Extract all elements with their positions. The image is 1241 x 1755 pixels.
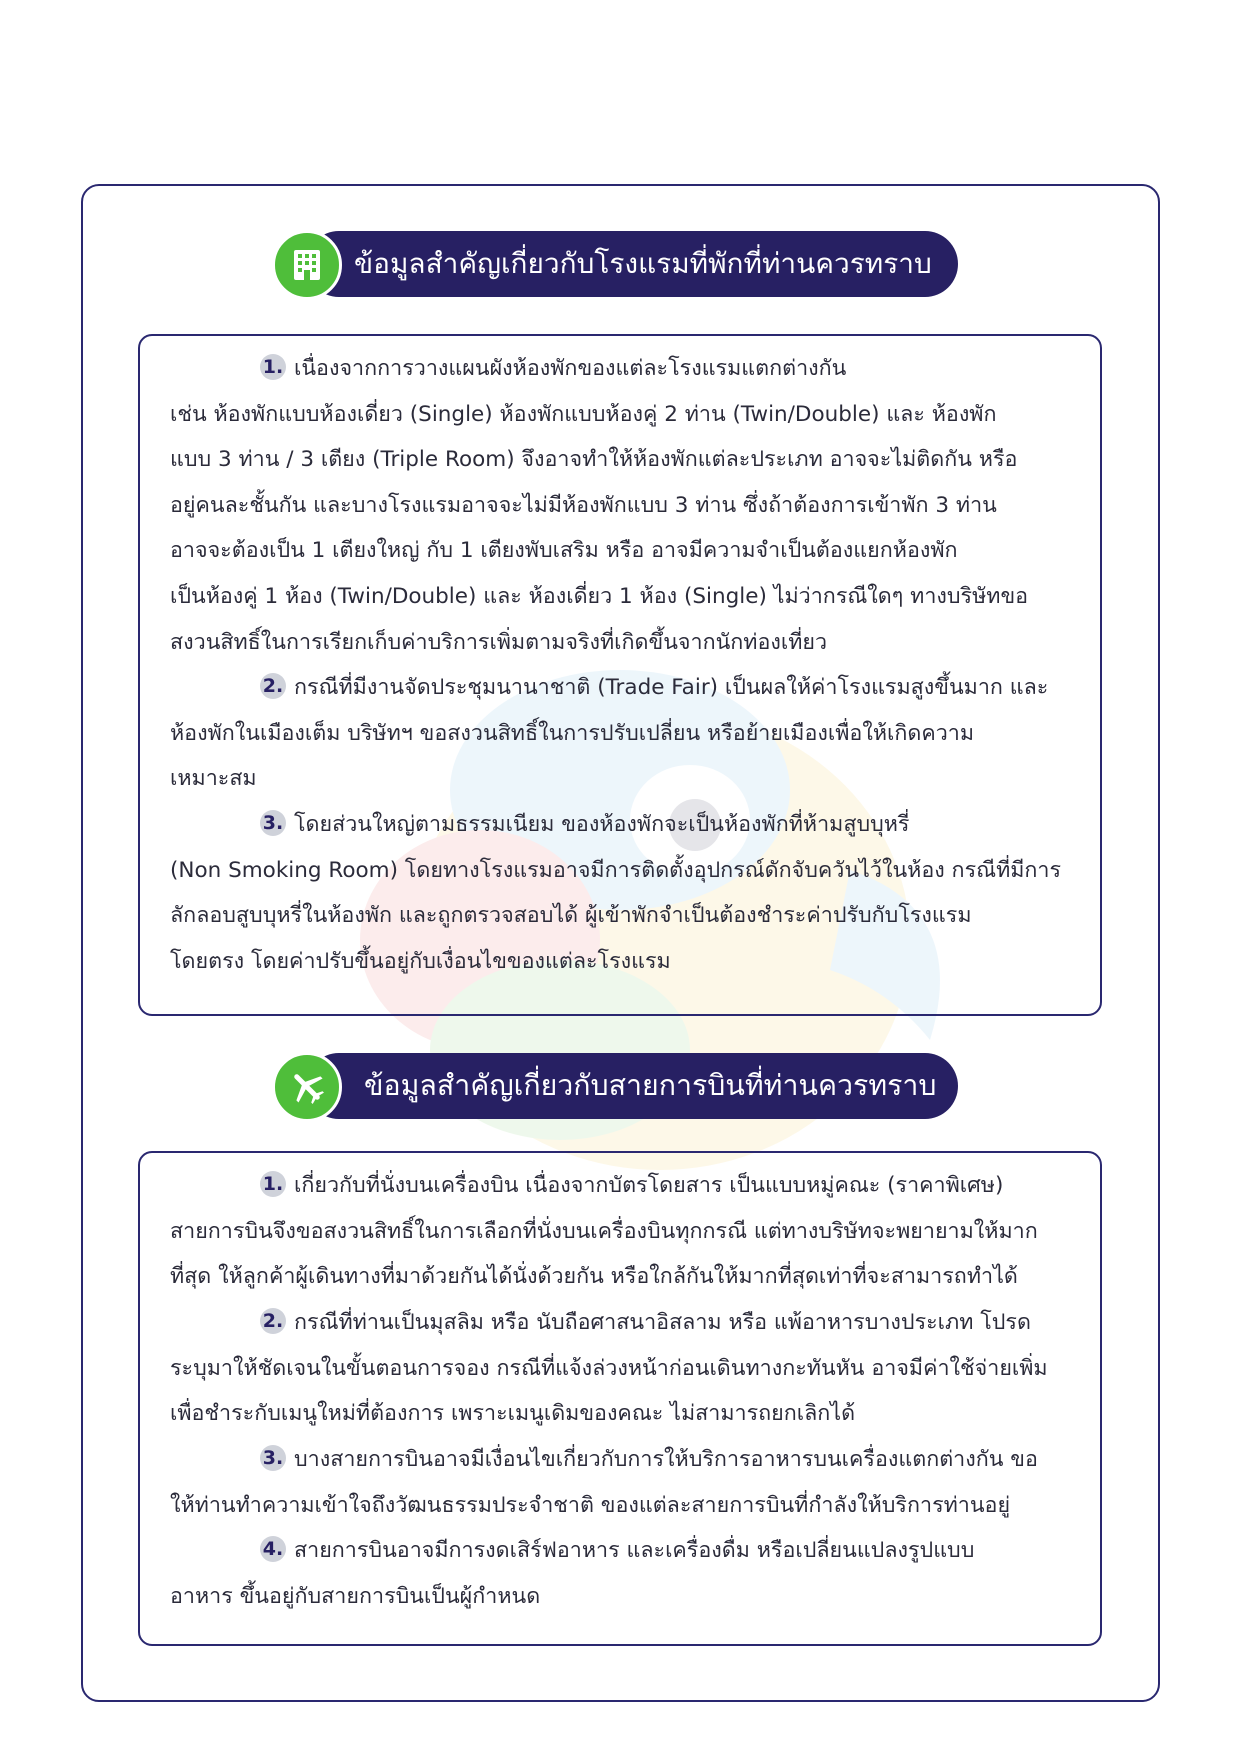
paragraph-line: ลักลอบสูบบุหรี่ในห้องพัก และถูกตรวจสอบได้ ผู้เข้าพักจำเป็นต้องชำระค่าปรับกับโรงแรม — [170, 903, 972, 929]
paragraph-line: อาหาร ขึ้นอยู่กับสายการบินเป็นผู้กำหนด — [170, 1583, 541, 1609]
header-pill — [306, 231, 958, 297]
item-number-badge: 1. — [260, 354, 286, 380]
airline-section-header — [272, 1048, 958, 1126]
paragraph-line: สงวนสิทธิ์ในการเรียกเก็บค่าบริการเพิ่มตามจริงที่เกิดขึ้นจากนักท่องเที่ยว — [170, 629, 828, 655]
item-number-badge: 2. — [260, 673, 286, 699]
paragraph-line: อาจจะต้องเป็น 1 เตียงใหญ่ กับ 1 เตียงพับเสริม หรือ อาจมีความจำเป็นต้องแยกห้องพัก — [170, 538, 958, 564]
hotel-section-header — [272, 226, 958, 304]
airline-item-3 — [170, 1437, 1080, 1528]
building-icon — [272, 230, 342, 300]
airplane-icon — [272, 1052, 342, 1122]
airline-section-title: ข้อมูลสำคัญเกี่ยวกับสายการบินที่ท่านควรทราบ — [364, 1069, 937, 1102]
paragraph-line: เพื่อชำระกับเมนูใหม่ที่ต้องการ เพราะเมนูเดิมของคณะ ไม่สามารถยกเลิกได้ — [170, 1401, 856, 1427]
airline-item-4 — [170, 1528, 1080, 1619]
airline-item-2 — [170, 1300, 1080, 1437]
paragraph-line: สายการบินอาจมีการงดเสิร์ฟอาหาร และเครื่องดื่ม หรือเปลี่ยนแปลงรูปแบบ — [294, 1538, 975, 1563]
hotel-item-1 — [170, 346, 1080, 665]
paragraph-line: เป็นห้องคู่ 1 ห้อง (Twin/Double) และ ห้องเดี่ยว 1 ห้อง (Single) ไม่ว่ากรณีใดๆ ทางบริษัทขอ — [170, 583, 1029, 609]
paragraph-line: (Non Smoking Room) โดยทางโรงแรมอาจมีการติดตั้งอุปกรณ์ดักจับควันไว้ในห้อง กรณีที่มีการ — [170, 857, 1062, 883]
paragraph-line: เหมาะสม — [170, 766, 257, 792]
paragraph-line: แบบ 3 ท่าน / 3 เตียง (Triple Room) จึงอาจทำให้ห้องพักแต่ละประเภท อาจจะไม่ติดกัน หรือ — [170, 447, 1018, 473]
paragraph-line: สายการบินจึงขอสงวนสิทธิ์ในการเลือกที่นั่งบนเครื่องบินทุกกรณี แต่ทางบริษัทจะพยายามให้มาก — [170, 1218, 1038, 1244]
paragraph-line: ระบุมาให้ชัดเจนในขั้นตอนการจอง กรณีที่แจ้งล่วงหน้าก่อนเดินทางกะทันหัน อาจมีค่าใช้จ่ายเพิ่ม — [170, 1355, 1048, 1381]
paragraph-line: โดยส่วนใหญ่ตามธรรมเนียม ของห้องพักจะเป็นห้องพักที่ห้ามสูบบุหรี่ — [294, 812, 910, 837]
hotel-item-3 — [170, 802, 1080, 984]
paragraph-line: บางสายการบินอาจมีเงื่อนไขเกี่ยวกับการให้บริการอาหารบนเครื่องแตกต่างกัน ขอ — [294, 1447, 1038, 1472]
paragraph-line: อยู่คนละชั้นกัน และบางโรงแรมอาจจะไม่มีห้องพักแบบ 3 ท่าน ซึ่งถ้าต้องการเข้าพัก 3 ท่าน — [170, 492, 997, 518]
paragraph-line: ห้องพักในเมืองเต็ม บริษัทฯ ขอสงวนสิทธิ์ในการปรับเปลี่ยน หรือย้ายเมืองเพื่อให้เกิดความ — [170, 720, 975, 746]
paragraph-line: โดยตรง โดยค่าปรับขึ้นอยู่กับเงื่อนไขของแต่ละโรงแรม — [170, 948, 671, 974]
paragraph-line: ที่สุด ให้ลูกค้าผู้เดินทางที่มาด้วยกันได้นั่งด้วยกัน หรือใกล้กันให้มากที่สุดเท่าที่จะสามารถทำได้ — [170, 1264, 1018, 1290]
item-number-badge: 4. — [260, 1536, 286, 1562]
paragraph-line: เช่น ห้องพักแบบห้องเดี่ยว (Single) ห้องพักแบบห้องคู่ 2 ท่าน (Twin/Double) และ ห้องพัก — [170, 401, 997, 427]
item-number-badge: 3. — [260, 810, 286, 836]
hotel-section-title: ข้อมูลสำคัญเกี่ยวกับโรงแรมที่พักที่ท่านควรทราบ — [354, 247, 932, 280]
airline-item-1 — [170, 1163, 1080, 1300]
paragraph-line: เกี่ยวกับที่นั่งบนเครื่องบิน เนื่องจากบัตรโดยสาร เป็นแบบหมู่คณะ (ราคาพิเศษ) — [294, 1173, 1004, 1198]
paragraph-line: เนื่องจากการวางแผนผังห้องพักของแต่ละโรงแรมแตกต่างกัน — [294, 356, 847, 381]
header-pill — [306, 1053, 958, 1119]
item-number-badge: 3. — [260, 1445, 286, 1471]
hotel-info-card — [138, 334, 1102, 1016]
paragraph-line: กรณีที่มีงานจัดประชุมนานาชาติ (Trade Fair) เป็นผลให้ค่าโรงแรมสูงขึ้นมาก และ — [294, 675, 1049, 700]
item-number-badge: 2. — [260, 1308, 286, 1334]
paragraph-line: ให้ท่านทำความเข้าใจถึงวัฒนธรรมประจำชาติ ของแต่ละสายการบินที่กำลังให้บริการท่านอยู่ — [170, 1492, 1011, 1518]
airline-info-card — [138, 1151, 1102, 1646]
paragraph-line: กรณีที่ท่านเป็นมุสลิม หรือ นับถือศาสนาอิสลาม หรือ แพ้อาหารบางประเภท โปรด — [294, 1310, 1031, 1335]
hotel-item-2 — [170, 665, 1080, 802]
item-number-badge: 1. — [260, 1171, 286, 1197]
